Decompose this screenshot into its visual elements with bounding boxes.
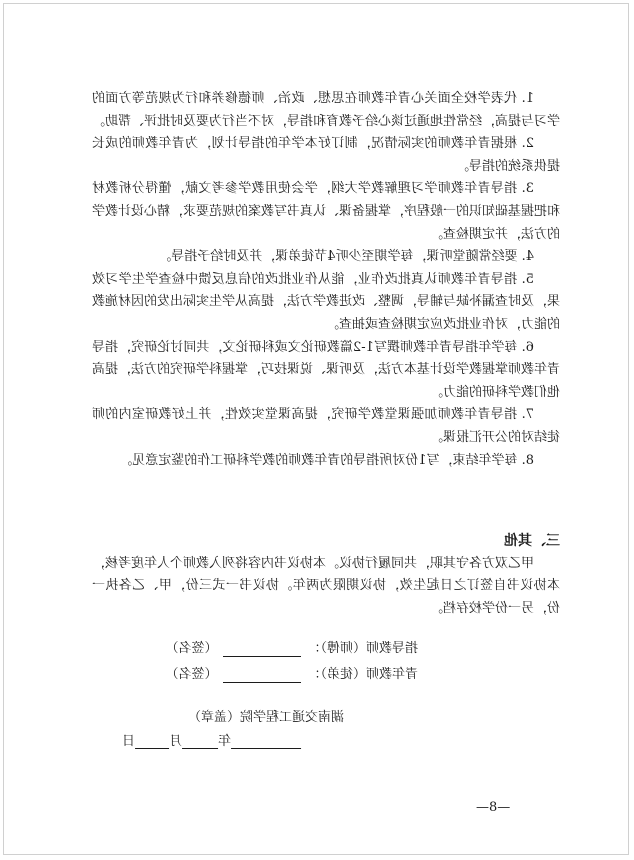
clause-3: 3. 指导青年教师学习理解教学大纲，学会使用教学参考文献，懂得分析教材和把握基础知识的一般程序，掌握备课、认真书写教案的规范要求，精心设计教学的方法，并定期检查。 (91, 181, 560, 242)
date-line (122, 730, 301, 749)
section-heading-other: 三、其他 (504, 533, 560, 549)
clause-5: 5. 指导青年教师认真批改作业，能从作业批改的信息反馈中检查学生学习效果，及时查漏补缺与辅导，调整、改进教学方法，提高从学生实际出发的因材施教的能力，对作业批改应定期检查或抽查。 (91, 271, 560, 332)
mentor-signature-row (118, 636, 418, 662)
clause-1: 1. 代表学校全面关心青年教师在思想、政治、师德修养和行为规范等方面的学习与提高，经常性地通过谈心给予教育和指导，对不当行为要及时批评、帮助。 (91, 91, 560, 129)
clause-8: 8. 每学年结束，写1份对所指导的青年教师的教学科研工作的鉴定意见。 (119, 452, 534, 468)
signature-block (118, 636, 418, 688)
mentee-signature-row (118, 662, 418, 688)
mentor-sign-note: （签名） (165, 641, 218, 656)
mentor-label: 指导教师（师傅）： (307, 641, 418, 656)
organization-seal-line: 湖南交通工程学院（盖章） (188, 710, 345, 725)
mentor-signature-line (223, 640, 301, 657)
year-label: 年 (218, 734, 232, 749)
page-number: —8— (476, 800, 511, 815)
day-label: 日 (122, 734, 136, 749)
month-label: 月 (169, 734, 183, 749)
clause-6: 6. 每学年指导青年教师撰写1-2篇教研论文或科研论文，共同讨论研究，指导青年教师掌握教学设计基本方法，及听课、说课技巧，掌握科学研究的方法，提高他们教学科研的能力。 (91, 339, 560, 400)
mentee-label: 青年教师（徒弟）： (307, 667, 418, 682)
mentee-signature-line (223, 666, 301, 683)
clause-2: 2. 根据青年教师的实际情况，制订好本学年的指导计划，为青年教师的成长提供系统的指导。 (92, 136, 560, 174)
clause-7: 7. 指导青年教师加强课堂教学研究，提高课堂实效性，并上好教研室内的师徒结对的公开汇报课。 (92, 407, 560, 445)
year-blank (231, 734, 301, 749)
day-blank (135, 734, 169, 749)
other-paragraph: 甲乙双方各守其职，共同履行协议。本协议书内容将列入教师个人年度考核，本协议书自签订之日起生效，协议期限为两年。协议书一式三份，甲、乙各执一份，另一份学校存档。 (91, 555, 560, 616)
mentee-sign-note: （签名） (165, 667, 218, 682)
month-blank (182, 734, 218, 749)
clause-4: 4. 要经常随堂听课，每学期至少听4节徒弟课，并及时给予指导。 (158, 249, 534, 265)
other-section (92, 530, 560, 620)
agreement-body (92, 88, 560, 472)
document-page (3, 3, 629, 855)
